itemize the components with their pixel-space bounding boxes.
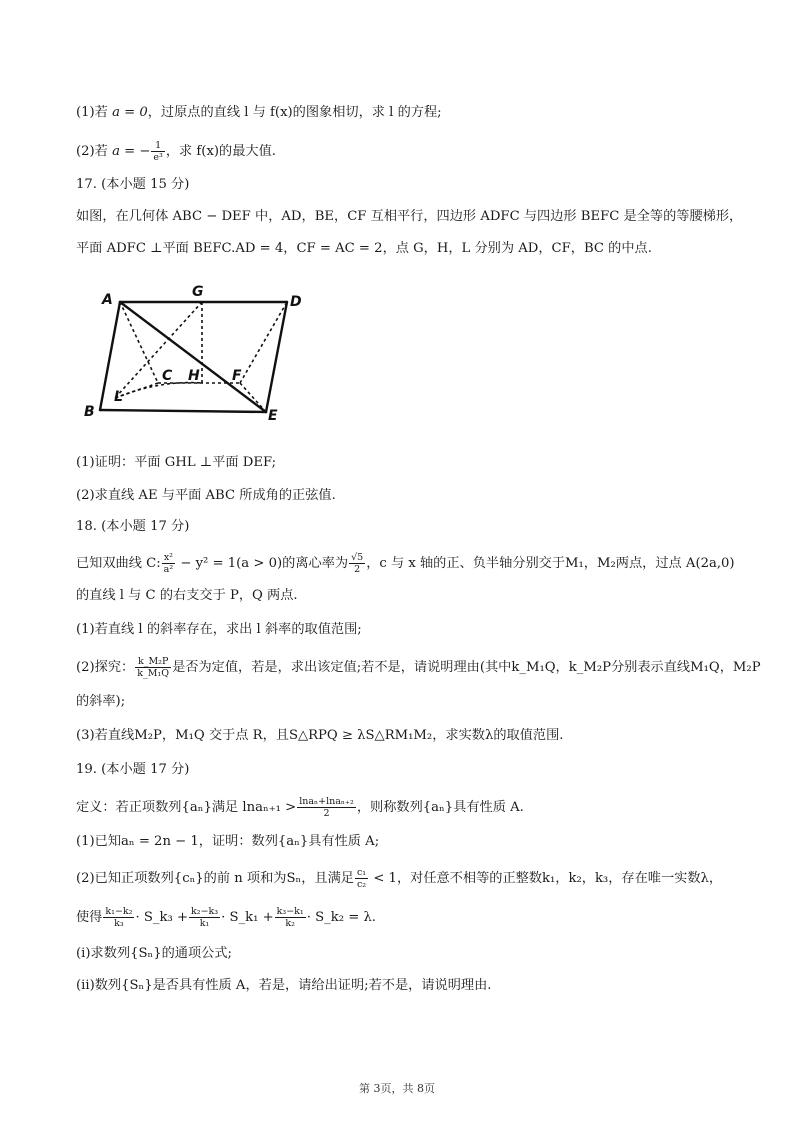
q19-definition — [76, 796, 754, 819]
label-L: L — [114, 389, 123, 405]
fraction-denominator: c₂ — [356, 879, 367, 890]
q16-part1-text: ，过原点的直线 l 与 f(x)的图象相切，求 l 的方程; — [147, 105, 442, 120]
q19-eq-t2: · S_k₁ + — [221, 910, 274, 925]
q18-frac-x2a2 — [162, 552, 175, 575]
q16-part2-text: ，求 f(x)的最大值. — [165, 144, 276, 159]
q17-geometry-figure — [80, 280, 320, 430]
edge-AE — [120, 302, 266, 412]
q16-part2-fraction — [151, 140, 164, 163]
label-D: D — [290, 294, 302, 310]
q19-sub2: (ⅱ)数列{Sₙ}是否具有性质 A，若是，请给出证明;若不是，请说明理由. — [76, 978, 492, 993]
label-A: A — [102, 292, 113, 308]
q16-part2-math: a = − — [112, 144, 151, 159]
edge-LH — [115, 383, 202, 398]
fraction-denominator: k₃ — [114, 918, 124, 929]
edge-DE — [266, 302, 287, 412]
fraction-numerator: √5 — [351, 552, 364, 563]
q18-stem-line2: 的直线 l 与 C 的右支交于 P，Q 两点. — [76, 588, 298, 603]
q19-def-b: ，则称数列{aₙ}具有性质 A. — [356, 800, 524, 815]
label-H: H — [188, 368, 200, 384]
fraction-numerator: k₂−k₃ — [191, 906, 219, 917]
q18-stem-b: − y² = 1(a > 0)的离心率为 — [176, 556, 349, 571]
fraction-denominator: a² — [163, 564, 174, 575]
q19-eq-a: 使得 — [76, 910, 103, 925]
q18-stem-c: ，c 与 x 轴的正、负半轴分别交于M₁，M₂两点，过点 A(2a,0) — [366, 556, 735, 571]
q16-part1-prefix: (1)若 — [76, 105, 113, 120]
fraction-numerator: k_M₂P — [135, 656, 171, 668]
q18-part2-fraction — [135, 656, 171, 679]
q17-part2: (2)求直线 AE 与平面 ABC 所成角的正弦值. — [76, 488, 336, 503]
q16-part2 — [76, 140, 754, 163]
q18-part2-line2: 的斜率); — [76, 694, 126, 709]
q17-heading: 17. (本小题 15 分) — [76, 177, 190, 192]
edge-BE — [100, 410, 266, 412]
q17-stem-line1: 如图，在几何体 ABC − DEF 中，AD，BE，CF 互相平行，四边形 ADFC 与四边形 BEFC 是全等的等腰梯形， — [76, 209, 743, 224]
q17-part1: (1)证明：平面 GHL ⊥平面 DEF; — [76, 455, 277, 470]
q18-part3: (3)若直线M₂P，M₁Q 交于点 R，且S△RPQ ≥ λS△RM₁M₂，求实数λ的取值范围. — [76, 728, 564, 743]
q18-part2-b: 是否为定值，若是，求出该定值;若不是，请说明理由(其中k_M₁Q，k_M₂P分别表示直线M₁Q，M₂P — [172, 660, 761, 675]
q19-equation — [76, 906, 754, 929]
q19-def-a: 定义：若正项数列{aₙ}满足 lnaₙ₊₁ > — [76, 800, 297, 815]
label-C: C — [162, 368, 173, 384]
label-F: F — [232, 368, 242, 384]
fraction-denominator: e³ — [153, 152, 163, 163]
q19-part2 — [76, 867, 754, 890]
edge-AC — [120, 302, 158, 383]
q19-part1: (1)已知aₙ = 2n − 1，证明：数列{aₙ}具有性质 A; — [76, 834, 380, 849]
fraction-numerator: x² — [162, 552, 175, 564]
q16-part1-math: a = 0 — [112, 105, 148, 120]
q16-part1 — [76, 103, 754, 123]
label-G: G — [192, 284, 204, 300]
fraction-denominator: 2 — [354, 564, 361, 575]
fraction-denominator: k₁ — [199, 918, 210, 929]
fraction-numerator: lnaₙ+lnaₙ₊₂ — [299, 796, 354, 807]
q18-stem-line1 — [76, 552, 754, 575]
q17-stem-line2: 平面 ADFC ⊥平面 BEFC.AD = 4，CF = AC = 2，点 G，H，L 分别为 AD，CF，BC 的中点. — [76, 241, 652, 256]
q19-sub1: (ⅰ)求数列{Sₙ}的通项公式; — [76, 946, 232, 961]
q19-part2-a: (2)已知正项数列{cₙ}的前 n 项和为Sₙ，且满足 — [76, 871, 354, 886]
q18-stem-a: 已知双曲线 C: — [76, 556, 161, 571]
label-E: E — [268, 408, 278, 424]
q16-part2-prefix: (2)若 — [76, 144, 113, 159]
q19-eq-frac1 — [103, 906, 134, 929]
q19-def-fraction — [297, 796, 356, 819]
q19-eq-t1: · S_k₃ + — [135, 910, 188, 925]
q18-part1: (1)若直线 l 的斜率存在，求出 l 斜率的取值范围; — [76, 622, 362, 637]
fraction-numerator: 1 — [151, 140, 164, 152]
fraction-numerator: c₁ — [356, 867, 367, 878]
q19-part2-fraction — [355, 867, 368, 890]
page-footer: 第 3页，共 8页 — [359, 1082, 435, 1095]
fraction-numerator: k₃−k₁ — [276, 906, 304, 917]
label-B: B — [84, 404, 95, 420]
q18-part2 — [76, 656, 761, 679]
fraction-denominator: 2 — [323, 808, 330, 819]
q18-part2-a: (2)探究： — [76, 660, 135, 675]
q19-eq-frac2 — [189, 906, 220, 929]
fraction-denominator: k_M₁Q — [137, 668, 170, 679]
q19-eq-frac3 — [275, 906, 306, 929]
q19-heading: 19. (本小题 17 分) — [76, 762, 190, 777]
q18-frac-eccentricity — [349, 552, 365, 575]
fraction-numerator: k₁−k₂ — [105, 906, 133, 917]
q19-eq-t3: · S_k₂ = λ. — [306, 910, 376, 925]
q18-heading: 18. (本小题 17 分) — [76, 519, 190, 534]
q19-part2-b: < 1，对任意不相等的正整数k₁，k₂，k₃，存在唯一实数λ， — [369, 871, 723, 886]
fraction-denominator: k₂ — [285, 918, 295, 929]
